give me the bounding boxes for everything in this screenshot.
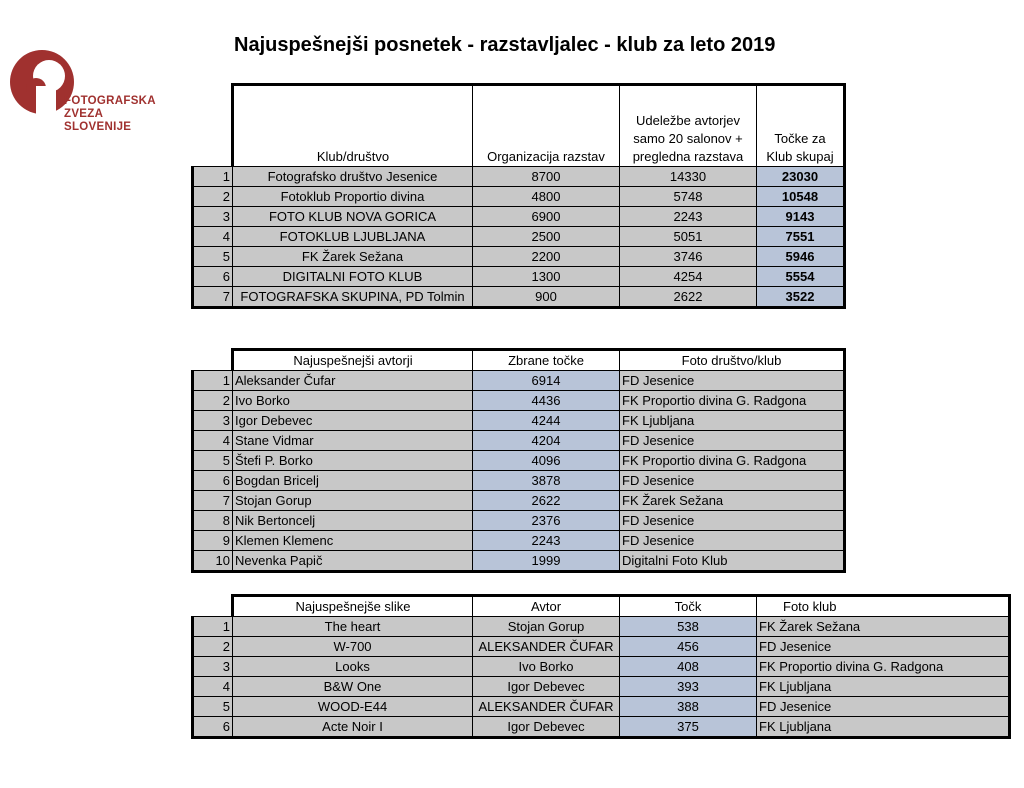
row-number: 10	[193, 551, 233, 572]
corner-cell	[193, 350, 233, 371]
header-foto-klub: Foto klub	[757, 596, 1010, 617]
photo-author: Ivo Borko	[473, 657, 620, 677]
photos-header-row	[193, 596, 1010, 617]
row-number: 3	[193, 657, 233, 677]
logo-line-2: ZVEZA	[64, 108, 104, 120]
author-name: Klemen Klemenc	[233, 531, 473, 551]
header-avtor: Avtor	[473, 596, 620, 617]
photo-points: 388	[620, 697, 757, 717]
club-name: Fotografsko društvo Jesenice	[233, 167, 473, 187]
table-row	[193, 431, 845, 451]
author-points: 2243	[473, 531, 620, 551]
organizacija-value: 4800	[473, 187, 620, 207]
row-number: 2	[193, 637, 233, 657]
author-club: FK Ljubljana	[620, 411, 845, 431]
total-points-value: 10548	[757, 187, 845, 207]
photo-title: B&W One	[233, 677, 473, 697]
header-udelezbe	[620, 85, 757, 167]
table-row	[193, 471, 845, 491]
photo-club: FD Jesenice	[757, 637, 1010, 657]
photo-title: W-700	[233, 637, 473, 657]
table-row	[193, 637, 1010, 657]
header-udelezbe-line2: samo 20 salonov +	[633, 131, 743, 146]
table-row	[193, 677, 1010, 697]
author-club: Digitalni Foto Klub	[620, 551, 845, 572]
row-number: 9	[193, 531, 233, 551]
author-club: FD Jesenice	[620, 511, 845, 531]
udelezbe-value: 4254	[620, 267, 757, 287]
udelezbe-value: 5051	[620, 227, 757, 247]
table-row	[193, 371, 845, 391]
photo-club: FK Ljubljana	[757, 717, 1010, 738]
author-points: 1999	[473, 551, 620, 572]
header-club: Klub/društvo	[233, 85, 473, 167]
photo-club: FD Jesenice	[757, 697, 1010, 717]
row-number: 2	[193, 391, 233, 411]
corner-cell	[193, 596, 233, 617]
photo-title: WOOD-E44	[233, 697, 473, 717]
table-row	[193, 617, 1010, 637]
authors-table	[191, 348, 846, 573]
row-number: 5	[193, 247, 233, 267]
udelezbe-value: 3746	[620, 247, 757, 267]
photo-points: 456	[620, 637, 757, 657]
udelezbe-value: 2622	[620, 287, 757, 308]
table-row	[193, 531, 845, 551]
row-number: 1	[193, 617, 233, 637]
row-number: 6	[193, 267, 233, 287]
header-organizacija: Organizacija razstav	[473, 85, 620, 167]
row-number: 4	[193, 431, 233, 451]
photo-author: Igor Debevec	[473, 717, 620, 738]
author-name: Nevenka Papič	[233, 551, 473, 572]
author-name: Bogdan Bricelj	[233, 471, 473, 491]
total-points-value: 7551	[757, 227, 845, 247]
photos-table	[191, 594, 1011, 739]
author-points: 6914	[473, 371, 620, 391]
row-number: 3	[193, 411, 233, 431]
organizacija-value: 6900	[473, 207, 620, 227]
author-points: 2376	[473, 511, 620, 531]
table-row	[193, 657, 1010, 677]
table-row	[193, 451, 845, 471]
organizacija-value: 900	[473, 287, 620, 308]
udelezbe-value: 2243	[620, 207, 757, 227]
organizacija-value: 8700	[473, 167, 620, 187]
row-number: 4	[193, 677, 233, 697]
table-row	[193, 411, 845, 431]
photo-author: Igor Debevec	[473, 677, 620, 697]
photo-title: Looks	[233, 657, 473, 677]
author-name: Stane Vidmar	[233, 431, 473, 451]
table-row	[193, 207, 845, 227]
club-name: FOTO KLUB NOVA GORICA	[233, 207, 473, 227]
organizacija-value: 2200	[473, 247, 620, 267]
author-points: 4244	[473, 411, 620, 431]
club-name: Fotoklub Proportio divina	[233, 187, 473, 207]
photo-points: 538	[620, 617, 757, 637]
table-row	[193, 391, 845, 411]
photo-author: Stojan Gorup	[473, 617, 620, 637]
author-points: 4436	[473, 391, 620, 411]
table-row	[193, 247, 845, 267]
header-udelezbe-line1: Udeležbe avtorjev	[635, 113, 741, 128]
author-points: 2622	[473, 491, 620, 511]
club-name: FOTOGRAFSKA SKUPINA, PD Tolmin	[233, 287, 473, 308]
photo-points: 408	[620, 657, 757, 677]
header-avtorji: Najuspešnejši avtorji	[233, 350, 473, 371]
author-club: FD Jesenice	[620, 471, 845, 491]
author-name: Stojan Gorup	[233, 491, 473, 511]
row-number: 7	[193, 287, 233, 308]
row-number: 6	[193, 471, 233, 491]
photo-author: ALEKSANDER ČUFAR	[473, 637, 620, 657]
author-club: FD Jesenice	[620, 531, 845, 551]
author-points: 4204	[473, 431, 620, 451]
header-udelezbe-line3: pregledna razstava	[632, 149, 744, 164]
header-slike: Najuspešnejše slike	[233, 596, 473, 617]
author-name: Štefi P. Borko	[233, 451, 473, 471]
table-row	[193, 227, 845, 247]
header-tocke-line1: Točke za	[774, 131, 826, 146]
author-points: 4096	[473, 451, 620, 471]
total-points-value: 5554	[757, 267, 845, 287]
authors-header-row	[193, 350, 845, 371]
row-number: 3	[193, 207, 233, 227]
author-club: FD Jesenice	[620, 431, 845, 451]
table-row	[193, 717, 1010, 738]
table-row	[193, 267, 845, 287]
udelezbe-value: 5748	[620, 187, 757, 207]
author-points: 3878	[473, 471, 620, 491]
table-row	[193, 287, 845, 308]
row-number: 1	[193, 371, 233, 391]
row-number: 6	[193, 717, 233, 738]
organizacija-value: 1300	[473, 267, 620, 287]
row-number: 7	[193, 491, 233, 511]
author-club: FK Proportio divina G. Radgona	[620, 451, 845, 471]
total-points-value: 5946	[757, 247, 845, 267]
udelezbe-value: 14330	[620, 167, 757, 187]
header-tock: Točk	[620, 596, 757, 617]
total-points-value: 9143	[757, 207, 845, 227]
logo-line-3: SLOVENIJE	[64, 121, 132, 133]
table-row	[193, 697, 1010, 717]
logo-line-1: FOTOGRAFSKA	[64, 95, 156, 107]
author-name: Igor Debevec	[233, 411, 473, 431]
clubs-header-row	[193, 85, 845, 167]
total-points-value: 23030	[757, 167, 845, 187]
club-name: FOTOKLUB LJUBLJANA	[233, 227, 473, 247]
author-club: FK Žarek Sežana	[620, 491, 845, 511]
table-row	[193, 511, 845, 531]
header-tocke-line2: Klub skupaj	[766, 149, 834, 164]
row-number: 5	[193, 697, 233, 717]
author-name: Nik Bertoncelj	[233, 511, 473, 531]
logo-text	[64, 95, 156, 134]
author-club: FD Jesenice	[620, 371, 845, 391]
photo-title: Acte Noir I	[233, 717, 473, 738]
row-number: 8	[193, 511, 233, 531]
author-name: Aleksander Čufar	[233, 371, 473, 391]
header-tocke	[757, 85, 845, 167]
photo-points: 393	[620, 677, 757, 697]
photo-club: FK Proportio divina G. Radgona	[757, 657, 1010, 677]
author-club: FK Proportio divina G. Radgona	[620, 391, 845, 411]
page-title: Najuspešnejši posnetek - razstavljalec - klub za leto 2019	[234, 34, 776, 56]
row-number: 1	[193, 167, 233, 187]
photo-title: The heart	[233, 617, 473, 637]
author-name: Ivo Borko	[233, 391, 473, 411]
table-row	[193, 491, 845, 511]
table-row	[193, 187, 845, 207]
row-number: 2	[193, 187, 233, 207]
header-foto-klub: Foto društvo/klub	[620, 350, 845, 371]
photo-club: FK Ljubljana	[757, 677, 1010, 697]
club-name: DIGITALNI FOTO KLUB	[233, 267, 473, 287]
organizacija-value: 2500	[473, 227, 620, 247]
photo-author: ALEKSANDER ČUFAR	[473, 697, 620, 717]
photo-club: FK Žarek Sežana	[757, 617, 1010, 637]
club-name: FK Žarek Sežana	[233, 247, 473, 267]
table-row	[193, 551, 845, 572]
table-row	[193, 167, 845, 187]
row-number: 4	[193, 227, 233, 247]
row-number: 5	[193, 451, 233, 471]
header-zbrane-tocke: Zbrane točke	[473, 350, 620, 371]
corner-cell	[193, 85, 233, 167]
photo-points: 375	[620, 717, 757, 738]
total-points-value: 3522	[757, 287, 845, 308]
clubs-table	[191, 83, 846, 309]
